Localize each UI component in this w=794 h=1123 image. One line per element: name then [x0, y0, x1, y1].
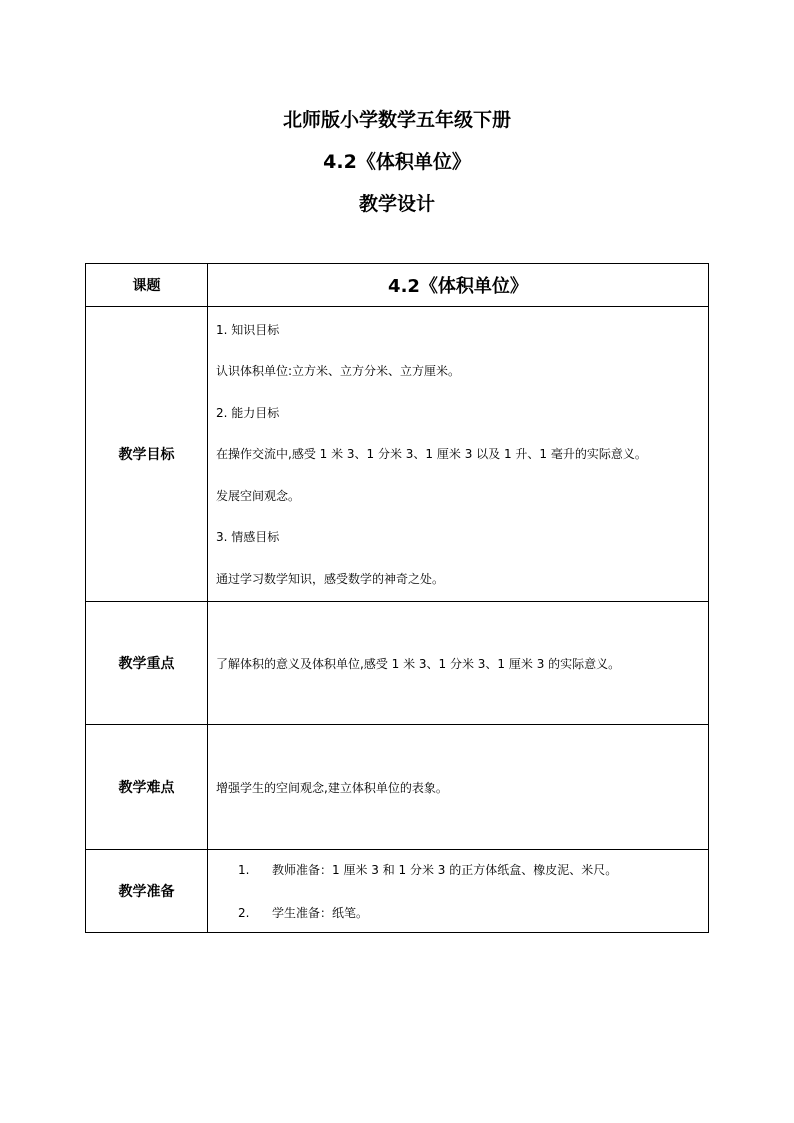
goal-line: 认识体积单位:立方米、立方分米、立方厘米。 [216, 364, 461, 378]
title-doc-type: 教学设计 [358, 193, 435, 215]
title-textbook: 北师版小学数学五年级下册 [282, 109, 511, 131]
goal-line: 通过学习数学知识，感受数学的神奇之处。 [216, 571, 445, 586]
row-preparation [86, 850, 709, 933]
row-subject [86, 264, 709, 307]
list-item [216, 903, 708, 923]
preparation-label: 教学准备 [86, 850, 208, 933]
goal-line: 3. 情感目标 [216, 530, 280, 544]
goal-line: 在操作交流中,感受 1 米 3、1 分米 3、1 厘米 3 以及 1 升、1 毫升的实际意义。 [216, 447, 647, 461]
list-item [216, 860, 708, 880]
subject-value: 4.2《体积单位》 [208, 264, 709, 307]
list-item-text: 教师准备：1 厘米 3 和 1 分米 3 的正方体纸盒、橡皮泥、米尺。 [272, 862, 618, 877]
row-difficulties [86, 725, 709, 850]
goals-content [208, 307, 709, 602]
goal-line: 1. 知识目标 [216, 322, 280, 337]
lesson-plan-table [85, 263, 709, 933]
list-item-text: 学生准备：纸笔。 [272, 905, 369, 920]
row-key-points [86, 602, 709, 725]
key-points-label: 教学重点 [86, 602, 208, 725]
row-goals [86, 307, 709, 602]
goal-line: 2. 能力目标 [216, 405, 280, 420]
key-points-text: 了解体积的意义及体积单位,感受 1 米 3、1 分米 3、1 厘米 3 的实际意义。 [208, 602, 709, 725]
goal-line: 发展空间观念。 [216, 488, 301, 503]
difficulties-label: 教学难点 [86, 725, 208, 850]
subject-label: 课题 [86, 264, 208, 307]
difficulties-text: 增强学生的空间观念,建立体积单位的表象。 [208, 725, 709, 850]
preparation-content [208, 850, 709, 933]
goals-label: 教学目标 [86, 307, 208, 602]
title-lesson: 4.2《体积单位》 [323, 151, 471, 173]
list-item-number: 2. [238, 905, 250, 920]
list-item-number: 1. [238, 862, 250, 877]
